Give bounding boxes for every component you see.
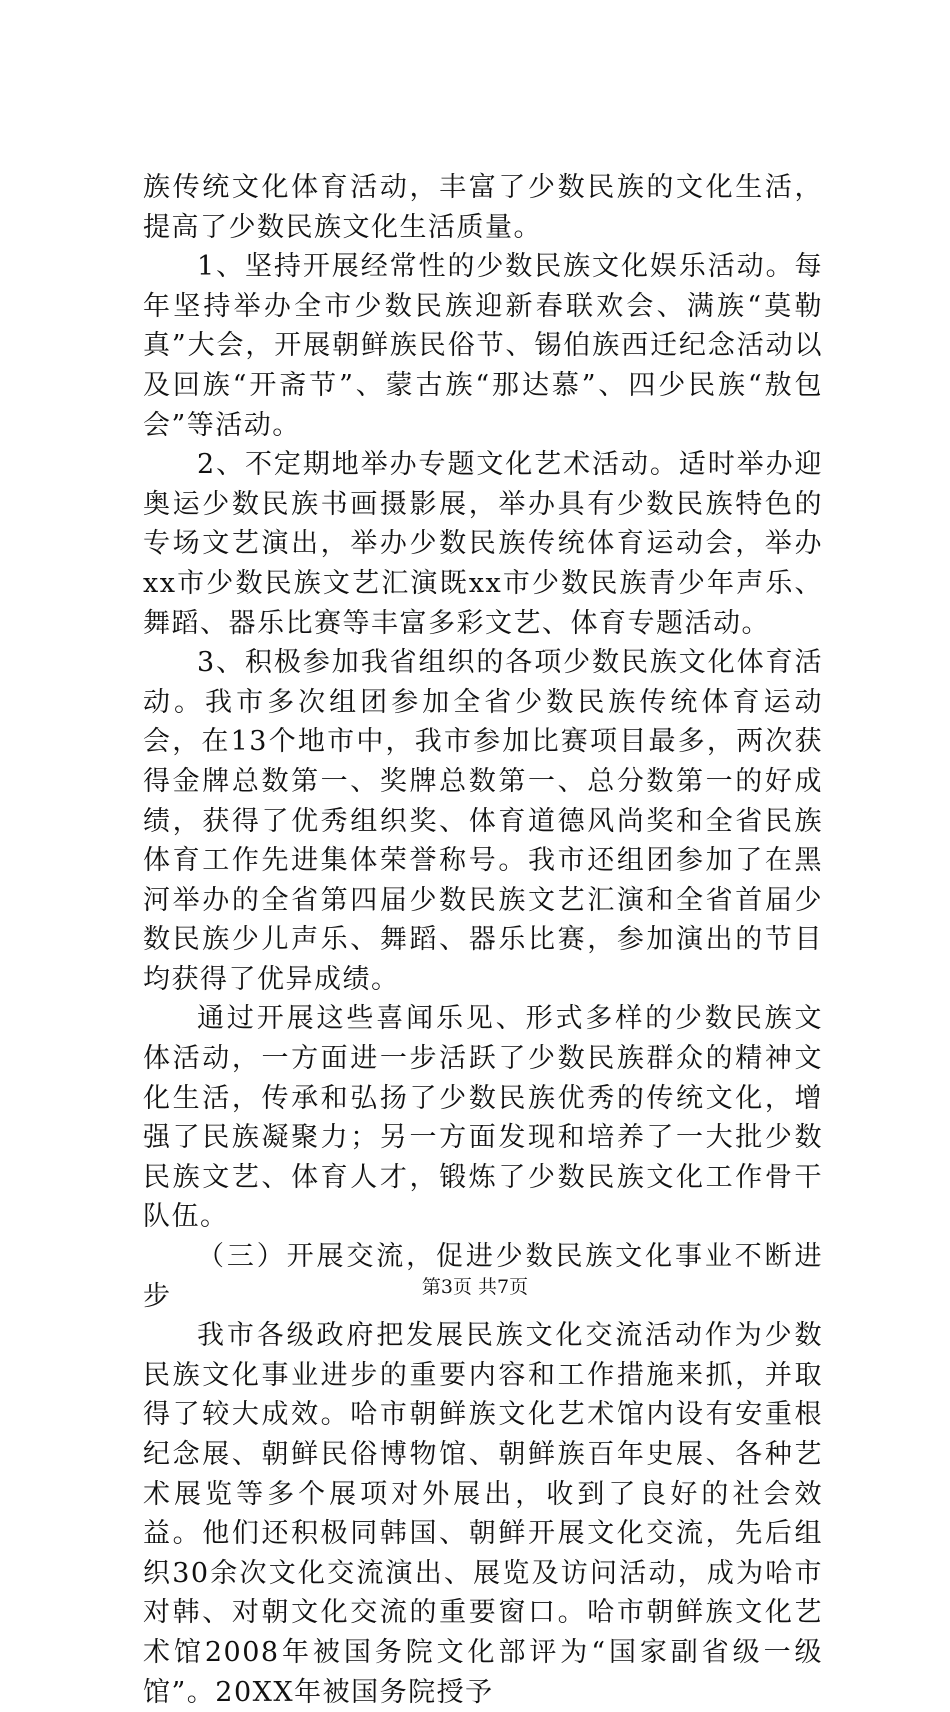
paragraph: 3、积极参加我省组织的各项少数民族文化体育活动。我市多次组团参加全省少数民族传统体育运动会，在13个地市中，我市参加比赛项目最多，两次获得金牌总数第一、奖牌总数第一、总分数第一的好成绩，获得了优秀组织奖、体育道德风尚奖和全省民族体育工作先进集体荣誉称号。我市还组团参加了在黑河举办的全省第四届少数民族文艺汇演和全省首届少数民族少儿声乐、舞蹈、器乐比赛，参加演出的节目均获得了优异成绩。: [143, 647, 823, 995]
page-number-footer: 第3页 共7页: [421, 1276, 529, 1298]
section-heading: （三）开展交流，促进少数民族文化事业不断进步: [143, 1241, 823, 1312]
paragraph: 我市各级政府把发展民族文化交流活动作为少数民族文化事业进步的重要内容和工作措施来抓，并取得了较大成效。哈市朝鲜族文化艺术馆内设有安重根纪念展、朝鲜民俗博物馆、朝鲜族百年史展、各种艺术展览等多个展项对外展出，收到了良好的社会效益。他们还积极同韩国、朝鲜开展文化交流，先后组织30余次文化交流演出、展览及访问活动，成为哈市对韩、对朝文化交流的重要窗口。哈市朝鲜族文化艺术馆2008年被国务院文化部评为“国家副省级一级馆”。20XX年被国务院授予: [143, 1320, 823, 1708]
paragraph: 1、坚持开展经常性的少数民族文化娱乐活动。每年坚持举办全市少数民族迎新春联欢会、满族“莫勒真”大会，开展朝鲜族民俗节、锡伯族西迁纪念活动以及回族“开斋节”、蒙古族“那达慕”、四少民族“敖包会”等活动。: [143, 251, 823, 441]
document-body: [143, 168, 823, 1712]
paragraph: 族传统文化体育活动，丰富了少数民族的文化生活，提高了少数民族文化生活质量。: [143, 172, 823, 243]
paragraph: 2、不定期地举办专题文化艺术活动。适时举办迎奥运少数民族书画摄影展，举办具有少数民族特色的专场文艺演出，举办少数民族传统体育运动会，举办xx市少数民族文艺汇演既xx市少数民族青少年声乐、舞蹈、器乐比赛等丰富多彩文艺、体育专题活动。: [143, 449, 823, 639]
paragraph: 通过开展这些喜闻乐见、形式多样的少数民族文体活动，一方面进一步活跃了少数民族群众的精神文化生活，传承和弘扬了少数民族优秀的传统文化，增强了民族凝聚力；另一方面发现和培养了一大批少数民族文艺、体育人才，锻炼了少数民族文化工作骨干队伍。: [143, 1003, 823, 1233]
